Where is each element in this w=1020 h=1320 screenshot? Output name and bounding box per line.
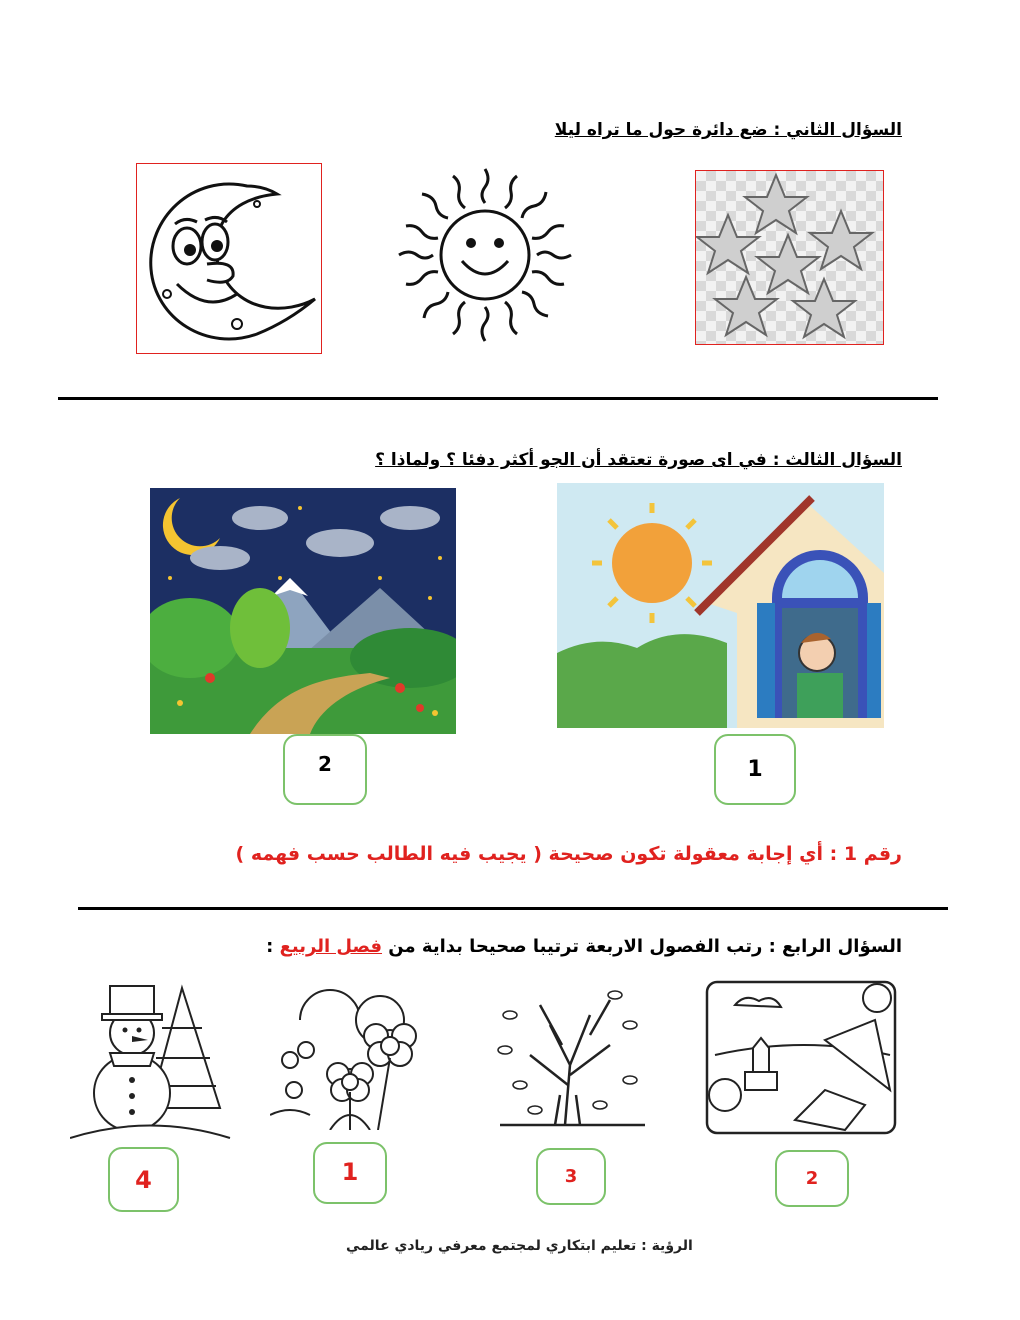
snowman-winter-icon bbox=[70, 968, 232, 1148]
winter-image[interactable] bbox=[70, 968, 232, 1148]
sun-icon bbox=[390, 163, 580, 358]
q4-answer-box-spring[interactable]: 1 bbox=[313, 1142, 387, 1204]
q3-box-1[interactable]: 1 bbox=[714, 734, 796, 805]
q4-title-end: : bbox=[266, 936, 274, 957]
q3-title: السؤال الثالث : في اى صورة تعتقد أن الجو أكثر دفئا ؟ ولماذا ؟ bbox=[375, 450, 902, 470]
beach-summer-icon bbox=[705, 980, 897, 1135]
q2-title: السؤال الثاني : ضع دائرة حول ما تراه ليلا bbox=[554, 120, 902, 140]
autumn-image[interactable] bbox=[490, 985, 655, 1130]
flowers-spring-icon bbox=[270, 980, 420, 1130]
q4-title-main: السؤال الرابع : رتب الفصول الاربعة ترتيبا صحيحا بداية من bbox=[388, 936, 902, 957]
spring-image[interactable] bbox=[270, 980, 420, 1130]
q4-answer-box-summer[interactable]: 2 bbox=[775, 1150, 849, 1207]
summer-image[interactable] bbox=[705, 980, 897, 1135]
q4-answer-box-autumn[interactable]: 3 bbox=[536, 1148, 606, 1205]
stars-image-frame[interactable] bbox=[695, 170, 884, 345]
moon-image-frame[interactable] bbox=[136, 163, 322, 354]
divider-1 bbox=[58, 397, 938, 400]
q3-answer bbox=[236, 843, 902, 865]
sun-image[interactable] bbox=[390, 163, 580, 358]
stars-icon bbox=[696, 171, 883, 344]
q4-title bbox=[266, 936, 902, 957]
moon-icon bbox=[137, 164, 321, 353]
night-scene-image[interactable] bbox=[150, 488, 456, 734]
q4-title-highlight: فصل الربيع bbox=[279, 936, 383, 957]
footer-vision: الرؤية : تعليم ابتكاري لمجتمع معرفي ريادي عالمي bbox=[346, 1238, 693, 1254]
sunny-window-scene bbox=[557, 483, 884, 728]
q3-box-2[interactable]: 2 bbox=[283, 734, 367, 805]
divider-2 bbox=[78, 907, 948, 910]
sunny-window-scene-image[interactable] bbox=[557, 483, 884, 728]
tree-autumn-icon bbox=[490, 985, 655, 1130]
q3-answer-prefix: رقم 1 : bbox=[829, 843, 902, 865]
q3-answer-body: أي إجابة معقولة تكون صحيحة ( يجيب فيه الطالب حسب فهمه ) bbox=[235, 843, 824, 865]
q4-answer-box-winter[interactable]: 4 bbox=[108, 1147, 179, 1212]
night-scene bbox=[150, 488, 456, 734]
